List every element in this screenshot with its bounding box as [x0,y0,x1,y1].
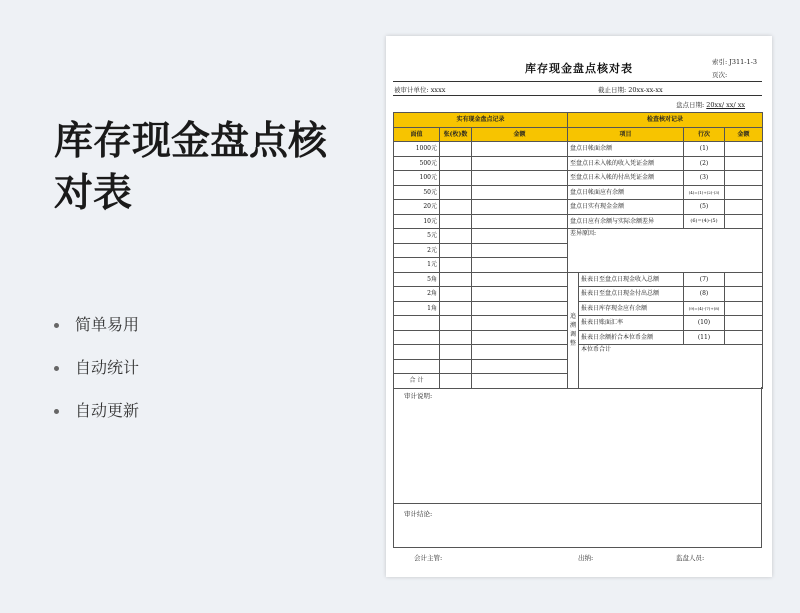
table-cell: 1元 [394,258,440,273]
table-cell [472,229,568,244]
table-cell [440,171,472,186]
table-cell: 报表日库存现金应有余额 [579,301,684,316]
table-cell: 行次 [684,127,725,142]
table-cell [472,301,568,316]
table-cell: 报表日账面汇率 [579,316,684,331]
table-row [394,272,763,287]
table-cell [440,185,472,200]
table-cell: (8) [684,287,725,302]
table-row [394,330,763,345]
document-preview [386,36,772,577]
table-cell [472,243,568,258]
count-table [393,112,763,389]
table-cell [472,345,568,360]
index-label: 索引: J311-1-3 [712,58,757,66]
table-cell: (4)=(1)+(2)-(3) [684,185,725,200]
table-cell [440,301,472,316]
table-cell: 10元 [394,214,440,229]
feature-item: 自动统计 [54,355,139,398]
hero-title-line2: 对表 [54,171,133,216]
table-cell: 实有现金盘点记录 [394,113,568,128]
table-cell [472,156,568,171]
table-cell: 2元 [394,243,440,258]
table-cell [472,171,568,186]
sign-supervisor: 监盘人员: [676,554,705,562]
table-cell [440,229,472,244]
page-label: 页次: [712,71,728,79]
table-row [394,185,763,200]
table-cell [472,258,568,273]
table-row [394,200,763,215]
table-cell [725,142,763,157]
table-cell [394,359,440,374]
sign-accountant: 会计主管: [414,554,443,562]
table-cell [725,185,763,200]
audit-note-box: 审计说明: [393,387,762,504]
table-cell: 2角 [394,287,440,302]
table-cell [725,330,763,345]
table-cell [725,171,763,186]
table-cell: (6)=(4)-(5) [684,214,725,229]
table-cell: 5角 [394,272,440,287]
table-row [394,345,763,360]
table-row [394,214,763,229]
table-cell [440,316,472,331]
hero-title-line1: 库存现金盘点核 [54,119,328,164]
audited-unit: 被审计单位: xxxx [394,86,446,94]
bullet-dot-icon [54,323,59,328]
feature-item: 自动更新 [54,398,139,441]
table-cell [472,287,568,302]
table-cell [440,142,472,157]
document-title: 库存现金盘点核对表 [525,62,633,75]
table-cell [440,200,472,215]
table-cell [394,345,440,360]
table-cell [725,272,763,287]
table-cell [440,243,472,258]
table-cell [472,359,568,374]
table-cell: (11) [684,330,725,345]
table-cell [472,214,568,229]
table-cell [440,345,472,360]
table-cell: 报表日至盘点日现金付出总额 [579,287,684,302]
cutoff-date: 截止日期: 20xx-xx-xx [598,86,663,94]
trace-adjust-label: 追 溯 调 整 [568,272,579,388]
table-cell: 差异原因: [568,229,763,273]
table-row [394,156,763,171]
table-cell: 盘点日帐面余额 [568,142,684,157]
table-cell [472,272,568,287]
table-cell: 20元 [394,200,440,215]
table-cell [472,374,568,389]
table-cell: 金额 [725,127,763,142]
table-cell [440,374,472,389]
table-cell [472,330,568,345]
table-cell [472,200,568,215]
table-cell: 1000元 [394,142,440,157]
audit-conclusion-box: 审计结论: [393,503,762,548]
table-row [394,301,763,316]
table-cell [725,287,763,302]
table-row [394,229,763,244]
table-cell [440,330,472,345]
sign-cashier: 出纳: [578,554,594,562]
table-cell: (9)=(4)-(7)+(8) [684,301,725,316]
table-cell [440,287,472,302]
table-cell: 报表日余额折合本位币金额 [579,330,684,345]
feature-item: 简单易用 [54,312,139,355]
table-cell [472,142,568,157]
table-row [394,171,763,186]
table-cell: (2) [684,156,725,171]
table-cell [472,185,568,200]
table-cell: (5) [684,200,725,215]
table-cell: 张(枚)数 [440,127,472,142]
table-row [394,287,763,302]
table-cell: 5元 [394,229,440,244]
bullet-dot-icon [54,366,59,371]
bullet-dot-icon [54,409,59,414]
table-cell [394,330,440,345]
table-cell [725,200,763,215]
table-cell [440,156,472,171]
table-cell: 至盘点日未入帐的付出凭证金额 [568,171,684,186]
table-cell [472,316,568,331]
table-cell: (1) [684,142,725,157]
table-cell: 本位币合计 [579,345,763,389]
table-cell: 50元 [394,185,440,200]
table-cell [725,301,763,316]
table-cell [440,359,472,374]
table-row [394,316,763,331]
count-date: 盘点日期: 20xx/ xx/ xx [676,101,746,109]
table-cell [440,258,472,273]
table-cell: 检查核对记录 [568,113,763,128]
table-cell: 盘点日实有现金金额 [568,200,684,215]
table-cell: 报表日至盘点日现金收入总额 [579,272,684,287]
table-cell: 金额 [472,127,568,142]
hero-title [54,116,354,220]
table-cell: 100元 [394,171,440,186]
table-cell [440,214,472,229]
table-cell: (7) [684,272,725,287]
table-cell: 项目 [568,127,684,142]
table-cell: (10) [684,316,725,331]
table-cell: 面值 [394,127,440,142]
table-cell [440,272,472,287]
table-row [394,142,763,157]
table-cell [725,156,763,171]
table-cell: 盘点日帐面应有余额 [568,185,684,200]
table-cell: 至盘点日未入帐的收入凭证金额 [568,156,684,171]
table-cell: 盘点日应有余额与实际余额差异 [568,214,684,229]
feature-list [54,312,139,441]
table-cell [725,214,763,229]
table-cell: 500元 [394,156,440,171]
table-cell [394,316,440,331]
table-cell: 1角 [394,301,440,316]
table-cell [725,316,763,331]
table-cell: 合 计 [394,374,440,389]
table-cell: (3) [684,171,725,186]
